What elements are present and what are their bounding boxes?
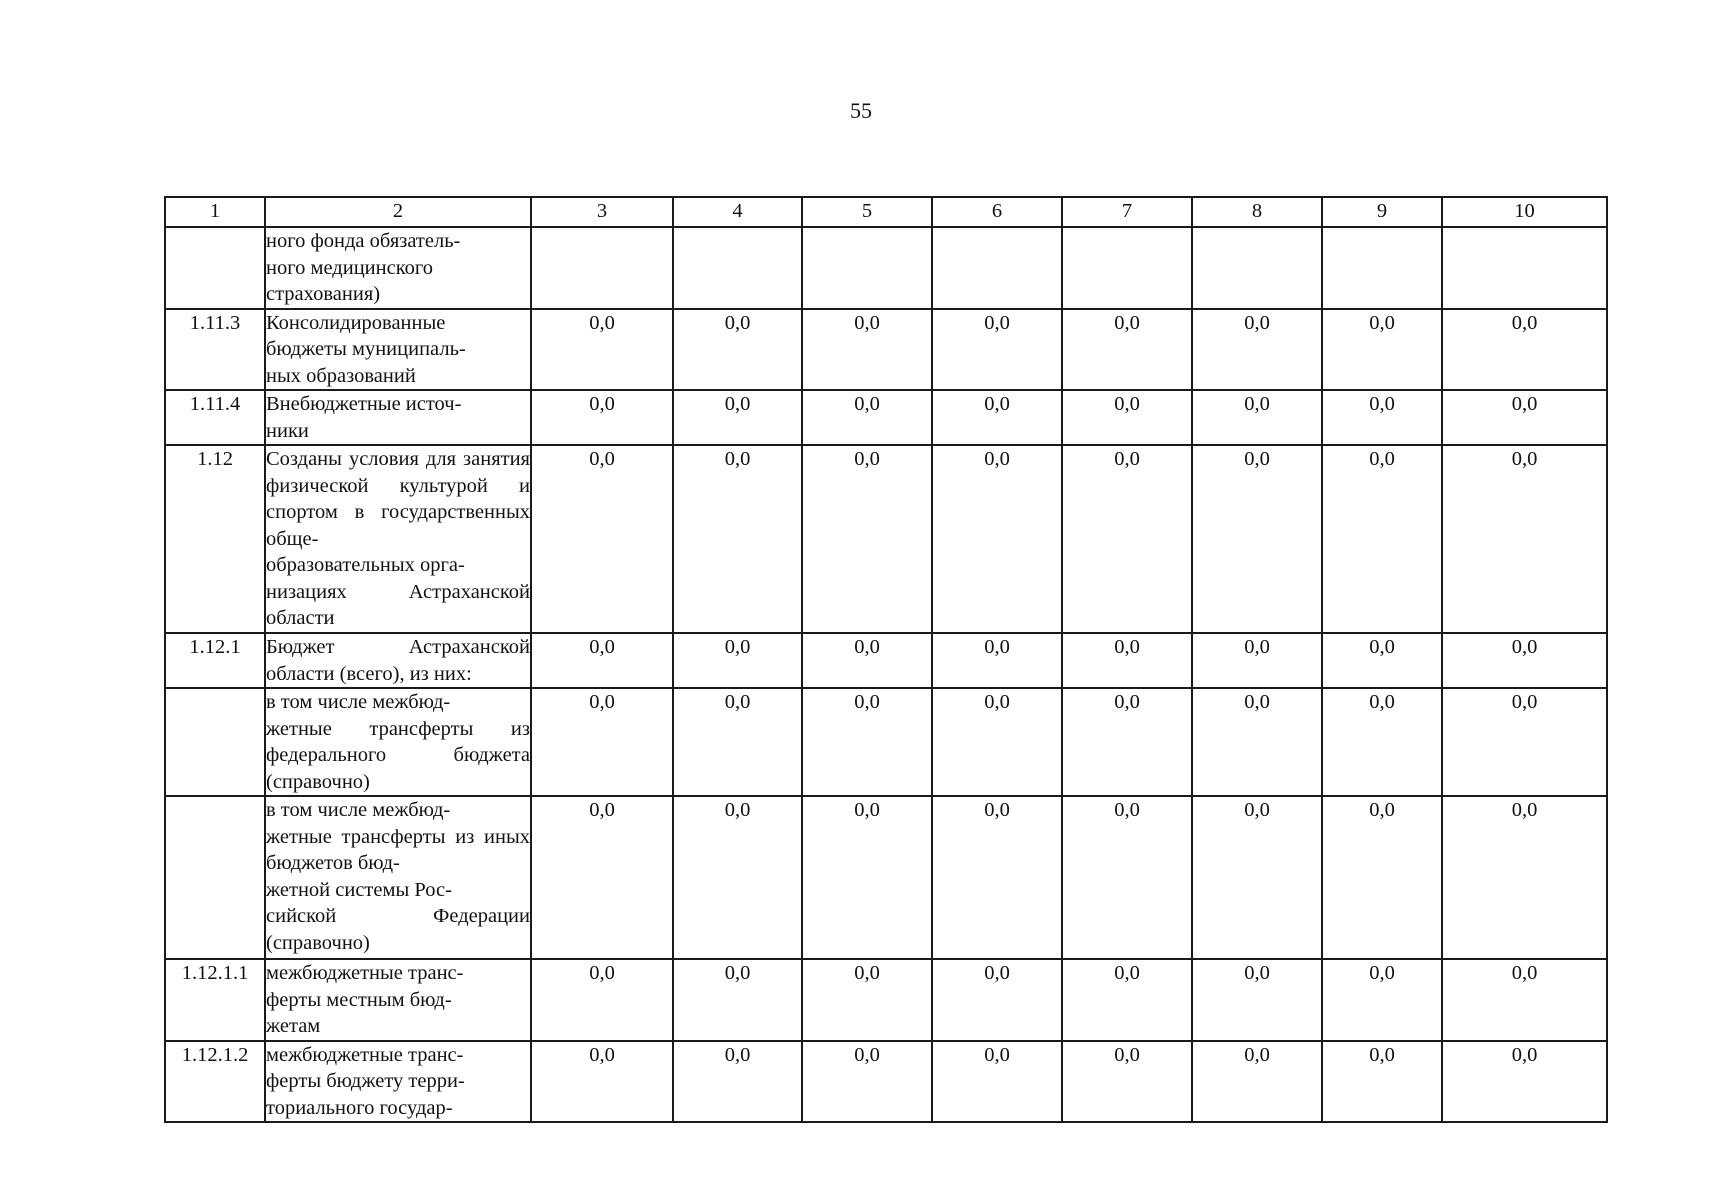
value-cell: 0,0 [1322,390,1442,445]
table-row [165,688,1607,796]
column-header: 4 [673,197,802,227]
row-description: межбюджетные транс- ферты бюджету терри- ториального государ- [265,1041,531,1123]
value-cell: 0,0 [1062,1041,1192,1123]
value-cell: 0,0 [1442,959,1607,1041]
row-number: 1.12 [165,445,265,633]
value-cell: 0,0 [1442,633,1607,688]
value-cell: 0,0 [673,445,802,633]
value-cell: 0,0 [531,309,673,391]
table-body [165,227,1607,1122]
value-cell: 0,0 [1062,633,1192,688]
row-description: в том числе межбюд- жетные трансферты из федерального бюджета (справочно) [265,688,531,796]
value-cell [1192,227,1322,309]
table-header [165,197,1607,227]
column-header: 2 [265,197,531,227]
value-cell: 0,0 [802,445,932,633]
value-cell: 0,0 [673,633,802,688]
value-cell: 0,0 [673,1041,802,1123]
row-number: 1.12.1.2 [165,1041,265,1123]
value-cell: 0,0 [1442,390,1607,445]
value-cell: 0,0 [932,390,1062,445]
table-row [165,445,1607,633]
value-cell: 0,0 [1442,688,1607,796]
row-number [165,688,265,796]
value-cell: 0,0 [1322,633,1442,688]
row-description: межбюджетные транс- ферты местным бюд- жетам [265,959,531,1041]
value-cell [531,227,673,309]
value-cell: 0,0 [531,390,673,445]
value-cell: 0,0 [802,688,932,796]
column-header: 8 [1192,197,1322,227]
column-header: 10 [1442,197,1607,227]
value-cell: 0,0 [1322,959,1442,1041]
value-cell: 0,0 [932,633,1062,688]
row-number [165,227,265,309]
header-row [165,197,1607,227]
value-cell: 0,0 [932,796,1062,959]
value-cell [673,227,802,309]
row-description: Бюджет Астраханской области (всего), из них: [265,633,531,688]
value-cell: 0,0 [932,1041,1062,1123]
value-cell: 0,0 [802,390,932,445]
column-header: 6 [932,197,1062,227]
budget-table [164,196,1608,1123]
value-cell: 0,0 [1322,445,1442,633]
row-description: Внебюджетные источ- ники [265,390,531,445]
value-cell: 0,0 [1442,445,1607,633]
value-cell: 0,0 [531,959,673,1041]
row-description: Консолидированные бюджеты муниципаль- ных образований [265,309,531,391]
value-cell: 0,0 [1322,796,1442,959]
row-description: ного фонда обязатель- ного медицинского страхования) [265,227,531,309]
value-cell: 0,0 [1322,309,1442,391]
column-header: 1 [165,197,265,227]
value-cell: 0,0 [1062,445,1192,633]
value-cell [1322,227,1442,309]
value-cell: 0,0 [673,390,802,445]
row-number: 1.11.4 [165,390,265,445]
value-cell: 0,0 [932,445,1062,633]
value-cell: 0,0 [1192,1041,1322,1123]
value-cell: 0,0 [531,688,673,796]
table-row [165,1041,1607,1123]
value-cell: 0,0 [1192,445,1322,633]
page-number: 55 [850,98,872,123]
value-cell [1062,227,1192,309]
value-cell: 0,0 [1192,796,1322,959]
row-number: 1.12.1.1 [165,959,265,1041]
row-number: 1.11.3 [165,309,265,391]
value-cell: 0,0 [1192,633,1322,688]
value-cell [932,227,1062,309]
table-row [165,309,1607,391]
value-cell: 0,0 [1062,796,1192,959]
value-cell: 0,0 [673,688,802,796]
value-cell: 0,0 [1062,959,1192,1041]
row-number [165,796,265,959]
value-cell: 0,0 [932,309,1062,391]
table-row [165,633,1607,688]
value-cell: 0,0 [1192,959,1322,1041]
row-number: 1.12.1 [165,633,265,688]
value-cell: 0,0 [673,959,802,1041]
value-cell: 0,0 [1192,309,1322,391]
value-cell: 0,0 [1192,390,1322,445]
value-cell: 0,0 [1442,1041,1607,1123]
value-cell: 0,0 [531,633,673,688]
value-cell: 0,0 [531,796,673,959]
table-row [165,390,1607,445]
value-cell: 0,0 [1442,796,1607,959]
value-cell: 0,0 [1192,688,1322,796]
value-cell: 0,0 [673,309,802,391]
row-description: Созданы условия для занятия физической культурой и спортом в государственных обще- образовательных орга- низациях Астраханской области [265,445,531,633]
value-cell: 0,0 [802,1041,932,1123]
value-cell: 0,0 [802,633,932,688]
column-header: 9 [1322,197,1442,227]
value-cell: 0,0 [1062,688,1192,796]
table-row [165,959,1607,1041]
column-header: 3 [531,197,673,227]
value-cell: 0,0 [932,959,1062,1041]
value-cell: 0,0 [802,959,932,1041]
table-row [165,227,1607,309]
value-cell: 0,0 [1322,688,1442,796]
value-cell: 0,0 [1062,390,1192,445]
row-description: в том числе межбюд- жетные трансферты из иных бюджетов бюд- жетной системы Рос- сийской Федерации (справочно) [265,796,531,959]
value-cell: 0,0 [932,688,1062,796]
value-cell: 0,0 [802,309,932,391]
table-row [165,796,1607,959]
value-cell: 0,0 [673,796,802,959]
value-cell: 0,0 [531,445,673,633]
column-header: 7 [1062,197,1192,227]
value-cell: 0,0 [531,1041,673,1123]
value-cell: 0,0 [802,796,932,959]
value-cell: 0,0 [1322,1041,1442,1123]
value-cell: 0,0 [1442,309,1607,391]
column-header: 5 [802,197,932,227]
value-cell [802,227,932,309]
value-cell: 0,0 [1062,309,1192,391]
value-cell [1442,227,1607,309]
